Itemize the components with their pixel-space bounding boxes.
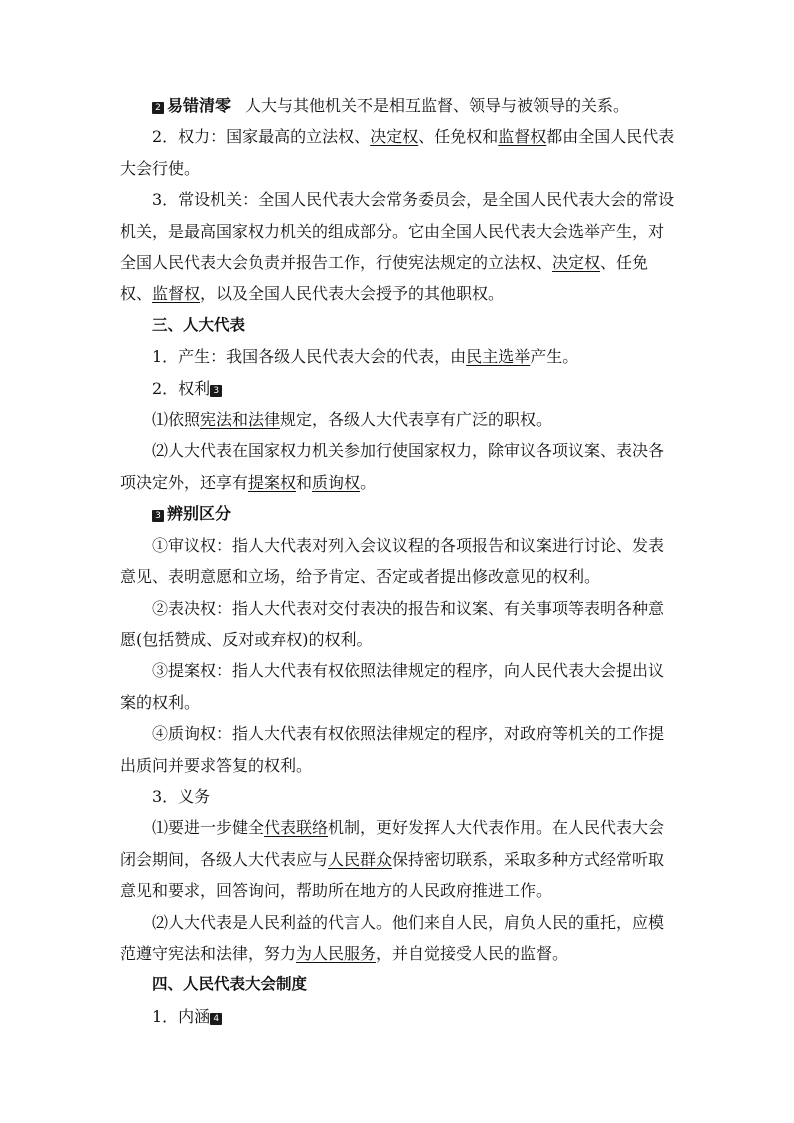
inquiry-right-paragraph: ④质询权：指人大代表有权依照法律规定的程序，对政府等机关的工作提出质问并要求答复的权利。	[120, 724, 665, 775]
underlined-term: 质询权	[312, 472, 361, 492]
duty-heading: 3．义务	[152, 786, 211, 806]
tip-text: 人大与其他机关不是相互监督、领导与被领导的关系。	[245, 96, 630, 115]
distinguish-heading	[120, 498, 676, 529]
underlined-term: 提案权	[248, 472, 297, 492]
note-badge-icon: 4	[210, 1013, 222, 1025]
proposal-right-paragraph: ③提案权：指人大代表有权依照法律规定的程序，向人民代表大会提出议案的权利。	[120, 661, 665, 712]
underlined-term: 决定权	[552, 253, 601, 273]
note-badge-icon: 3	[210, 385, 222, 397]
underlined-term: 人民群众	[328, 849, 393, 869]
duty-item-1: ⑴要进一步健全代表联络机制，更好发挥人大代表作用。在人民代表大会闭会期间，各级人大代表应与人民群众保持密切联系，采取多种方式经常听取意见和要求，回答询问，帮助所在地方的人民政府推进工作。	[120, 818, 665, 901]
tip-label: 易错清零	[167, 96, 232, 115]
vote-right-paragraph: ②表决权：指人大代表对交付表决的报告和议案、有关事项等表明各种意愿(包括赞成、反对或弃权)的权利。	[120, 598, 665, 649]
section-heading: 三、人大代表	[152, 315, 246, 334]
power-paragraph: 2．权力：国家最高的立法权、决定权、任免权和监督权都由全国人民代表大会行使。	[120, 127, 675, 178]
underlined-term: 监督权	[152, 284, 201, 304]
rights-item-1: ⑴依照宪法和法律规定，各级人大代表享有广泛的职权。	[152, 410, 553, 430]
review-right-paragraph: ①审议权：指人大代表对列入会议议程的各项报告和议案进行讨论、发表意见、表明意愿和立场，给予肯定、否定或者提出修改意见的权利。	[120, 535, 665, 587]
duty-item-2: ⑵人大代表是人民利益的代言人。他们来自人民，肩负人民的重托，应模范遵守宪法和法律，努力为人民服务，并自觉接受人民的监督。	[120, 912, 665, 963]
underlined-term: 民主选举	[466, 347, 531, 367]
tip-badge-icon: 2	[152, 102, 164, 114]
distinguish-badge-icon: 3	[152, 510, 164, 522]
document-page	[120, 90, 676, 1032]
underlined-term: 为人民服务	[296, 943, 377, 963]
rights-item-2: ⑵人大代表在国家权力机关参加行使国家权力，除审议各项议案、表决各项决定外，还享有提案权和质询权。	[120, 441, 665, 492]
underlined-term: 决定权	[370, 127, 419, 147]
rights-heading: 2．权利 3	[120, 373, 676, 404]
underlined-term: 代表联络	[264, 818, 329, 838]
distinguish-label: 辨别区分	[167, 504, 232, 524]
section-heading: 四、人民代表大会制度	[152, 975, 308, 994]
connotation-heading: 1．内涵 4	[120, 1001, 676, 1032]
origin-paragraph: 1．产生：我国各级人民代表大会的代表，由民主选举产生。	[152, 347, 579, 367]
standing-body-paragraph: 3．常设机关：全国人民代表大会常务委员会，是全国人民代表大会的常设机关，是最高国家权力机关的组成部分。它由全国人民代表大会选举产生，对全国人民代表大会负责并报告工作，行使宪法规定的立法权、决定权、任免权、监督权，以及全国人民代表大会授予的其他职权。	[120, 190, 675, 304]
underlined-term: 监督权	[498, 127, 547, 147]
underlined-term: 宪法和法律	[200, 410, 281, 430]
tip-paragraph	[120, 90, 676, 121]
